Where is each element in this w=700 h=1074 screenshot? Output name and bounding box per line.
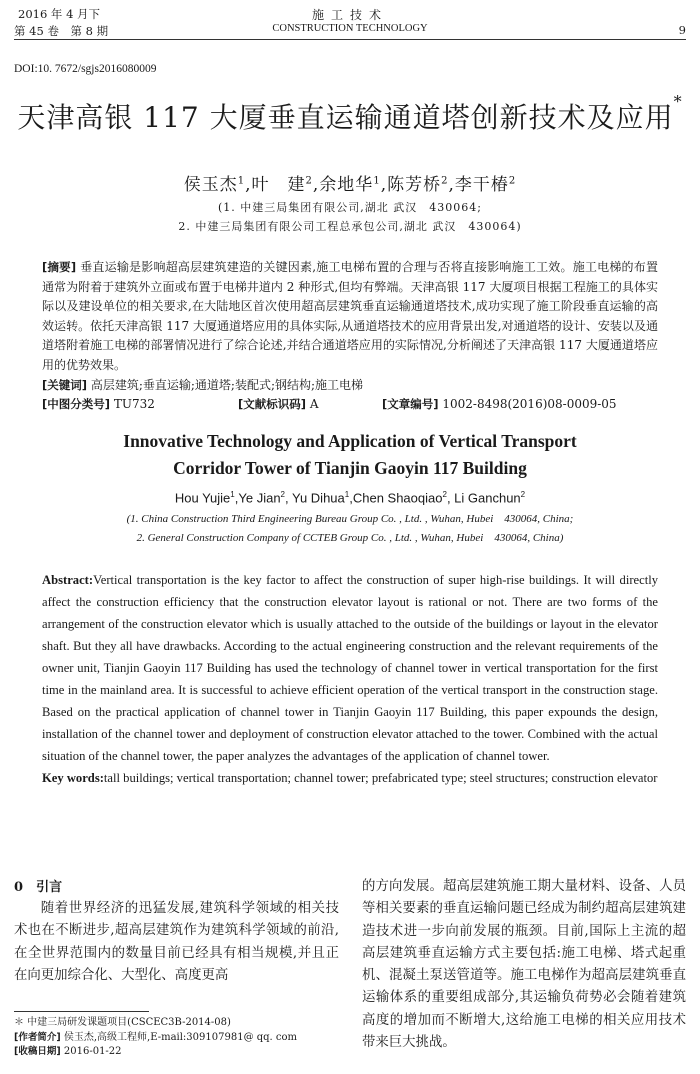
article-title-en bbox=[20, 428, 680, 482]
abstract-cn-label: [摘要] bbox=[42, 260, 77, 274]
author-name-en: Yu Dihua bbox=[292, 490, 345, 506]
affiliation-line: (1. 中建三局集团有限公司,湖北 武汉 430064; bbox=[218, 201, 482, 214]
author-aff-sup: 2 bbox=[442, 490, 447, 499]
clc-number bbox=[42, 396, 155, 412]
received-date-text: 2016-01-22 bbox=[63, 1046, 122, 1057]
author-aff-sup: 2 bbox=[520, 490, 526, 499]
abstract-en bbox=[42, 569, 658, 789]
doc-code-value: A bbox=[309, 397, 319, 411]
received-date-label: [收稿日期] bbox=[14, 1046, 61, 1057]
author-aff-sup: 1 bbox=[237, 175, 246, 187]
journal-name-cn: 施工技术 bbox=[311, 8, 388, 22]
keywords-cn-text: 高层建筑;垂直运输;通道塔;装配式;钢结构;施工电梯 bbox=[90, 377, 364, 392]
section-heading bbox=[14, 876, 339, 898]
title-en-line: Corridor Tower of Tianjin Gaoyin 117 Building bbox=[173, 458, 527, 478]
author-bio-text: 侯玉杰,高级工程师,E-mail:309107981@ qq. com bbox=[63, 1031, 298, 1043]
section-title: 引言 bbox=[36, 880, 63, 895]
abstract-cn-body bbox=[42, 258, 658, 376]
author-aff-sup: 2 bbox=[508, 175, 517, 187]
author-aff-sup: 2 bbox=[441, 175, 449, 187]
author-name-en: Li Ganchun bbox=[454, 490, 521, 506]
affiliation-line: 2. 中建三局集团有限公司工程总承包公司,湖北 武汉 430064) bbox=[178, 220, 522, 233]
footnotes bbox=[14, 1016, 297, 1060]
clc-label: [中图分类号] bbox=[42, 397, 111, 411]
abstract-en-label: Abstract: bbox=[42, 573, 94, 587]
author-aff-sup: 2 bbox=[280, 490, 285, 499]
doc-code-label: [文献标识码] bbox=[238, 397, 307, 411]
keywords-cn-label: [关键词] bbox=[42, 377, 88, 392]
article-title-cn bbox=[10, 92, 690, 136]
author-aff-sup: 1 bbox=[230, 490, 235, 499]
article-number-label: [文章编号] bbox=[382, 397, 439, 411]
journal-name-en: CONSTRUCTION TECHNOLOGY bbox=[272, 23, 428, 34]
abstract-en-body bbox=[42, 569, 658, 767]
abstract-cn bbox=[42, 258, 658, 395]
author-name: 余地华 bbox=[319, 175, 374, 195]
page-number: 9 bbox=[678, 23, 686, 37]
author-bio-footnote bbox=[14, 1031, 297, 1046]
doc-code bbox=[238, 396, 319, 412]
title-footnote-mark: * bbox=[673, 92, 683, 111]
keywords-cn bbox=[42, 376, 658, 396]
keywords-en-text: tall buildings; vertical transportation; channel tower; prefabricated type; steel structures; construction elevator bbox=[103, 771, 658, 785]
title-en-line: Innovative Technology and Application of Vertical Transport bbox=[123, 431, 577, 451]
author-aff-sup: 2 bbox=[305, 175, 313, 187]
affiliation-en-line: 2. General Construction Company of CCTEB Group Co. , Ltd. , Wuhan, Hubei 430064, China) bbox=[136, 532, 564, 544]
keywords-en-label: Key words: bbox=[42, 771, 104, 785]
received-date-footnote bbox=[14, 1045, 297, 1060]
clc-value: TU732 bbox=[113, 397, 155, 411]
abstract-en-text: Vertical transportation is the key factor to affect the construction of super high-rise buildings. It will directly affect the construction efficiency that the construction elevator layout is rational or not. There are two forms of the arrangement of the construction elevator which is usually attached to the outside of the buildings or layout in the elevator shaft. But they all have drawbacks. According to the actual engineering construction and the relevant requirements of the owner unit, Tianjin Gaoyin 117 Building has used the technology of channel tower in vertical transportation for the first time in the mainland area. It is successful to achieve efficient operation of the vertical transport in the construction stage. Based on the practical application of channel tower in Tianjin Gaoyin 117 Building, this paper expounds the design, installation of the channel tower and deployment of construction elevator attached to the tower. Combined with the actual situation of the channel tower, the paper analyzes the advantages of the application of channel tower. bbox=[42, 573, 658, 763]
author-name: 侯玉杰 bbox=[183, 175, 238, 195]
issue-date: 2016 年 4 月下 bbox=[18, 7, 101, 21]
body-paragraph: 随着世界经济的迅猛发展,建筑科学领域的相关技术也在不断进步,超高层建筑作为建筑科学领域的前沿,在全世界范围内的数量目前已经具有相当规模,并且正在向更加综合化、大型化、高度更高 bbox=[14, 901, 339, 983]
affiliations-cn bbox=[0, 198, 700, 236]
body-paragraph: 的方向发展。超高层建筑施工期大量材料、设备、人员等相关要素的垂直运输问题已经成为制约超高层建筑建造技术进一步向前发展的瓶颈。目前,国际上主流的超高层建筑垂直运输方式主要包括:施工电梯、塔式起重机、混凝土泵送管道等。施工电梯作为超高层建筑垂直运输体系的重要组成部分,其运输负荷势必会随着建筑高度的增加而不断增大,这给施工电梯的相关应用技术带来巨大挑战。 bbox=[362, 879, 686, 1051]
author-bio-label: [作者简介] bbox=[14, 1031, 61, 1043]
affiliation-en-line: (1. China Construction Third Engineering Bureau Group Co. , Ltd. , Wuhan, Hubei 430064, China; bbox=[126, 513, 574, 525]
author-aff-sup: 1 bbox=[373, 175, 381, 187]
title-text: 天津高银 117 大厦垂直运输通道塔创新技术及应用 bbox=[17, 101, 674, 134]
author-name-en: Chen Shaoqiao bbox=[352, 490, 443, 506]
authors-cn: 侯玉杰$^1$,叶 建$^2$,余地华$^1$,陈芳桥$^2$,李干椿$^2$ bbox=[183, 175, 517, 195]
article-number-value: 1002-8498(2016)08-0009-05 bbox=[442, 397, 617, 411]
article-number bbox=[382, 396, 617, 412]
abstract-cn-text: 垂直运输是影响超高层建筑建造的关键因素,施工电梯布置的合理与否将直接影响施工工效。施工电梯的布置通常为附着于建筑外立面或布置于电梯井道内 2 种形式,但均有弊端。天津高银 117 大厦项目根据工程施工的具体实际以及建设单位的相关要求,在大陆地区首次使用超高层建筑垂直运输通道塔技术,成功实现了施工阶段垂直运输的高效运转。依托天津高银 117 大厦通道塔应用的具体实际,从通道塔技术的应用背景出发,对通道塔的设计、安装以及通道塔附着施工电梯的部署情况进行了综合论述,并结合通道塔应用的实际情况,分析阐述了天津高银 117 大厦通道塔应用的优势效果。 bbox=[42, 260, 658, 372]
fund-footnote: ＊ 中建三局研发课题项目(CSCEC3B-2014-08) bbox=[14, 1017, 231, 1028]
authors-en: Hou Yujie$^1$,Ye Jian$^2$, Yu Dihua$^1$,Chen Shaoqiao$^2$, Li Ganchun$^2$ bbox=[174, 490, 526, 506]
author-name: 陈芳桥 bbox=[387, 175, 442, 195]
author-name-en: Ye Jian bbox=[238, 490, 281, 506]
author-name: 叶 建 bbox=[251, 175, 306, 195]
header-divider bbox=[14, 39, 686, 40]
section-number: 0 bbox=[14, 880, 24, 895]
volume-issue: 第 45 卷 第 8 期 bbox=[14, 24, 109, 38]
body-column-right bbox=[362, 876, 686, 1054]
footnote-divider bbox=[14, 1011, 149, 1012]
author-name: 李干椿 bbox=[454, 175, 509, 195]
classification-line bbox=[42, 396, 658, 414]
keywords-en bbox=[42, 767, 658, 789]
author-aff-sup: 1 bbox=[344, 490, 350, 499]
page-header bbox=[14, 6, 686, 40]
body-column-left bbox=[14, 876, 339, 987]
author-name-en: Hou Yujie bbox=[174, 490, 231, 506]
doi[interactable]: DOI:10. 7672/sgjs2016080009 bbox=[14, 63, 157, 75]
affiliations-en bbox=[0, 510, 700, 548]
